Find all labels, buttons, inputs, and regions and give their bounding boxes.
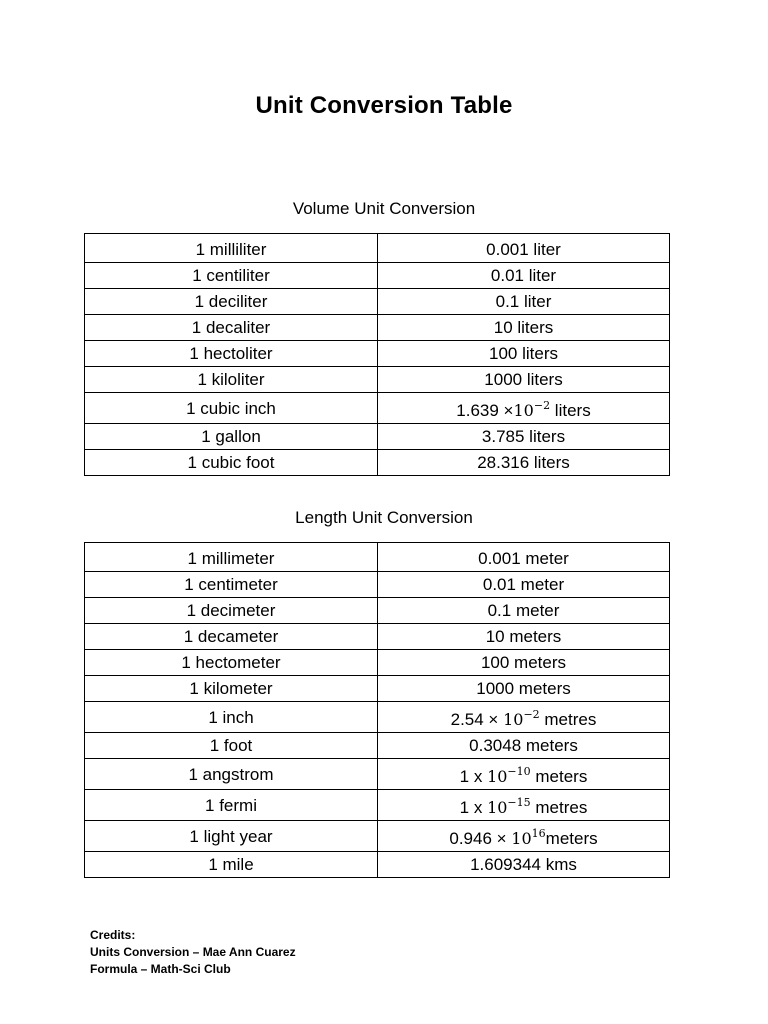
power-exponent: −2 <box>523 708 540 721</box>
length-conversion-table <box>84 542 670 878</box>
from-unit-cell: 1 centiliter <box>85 263 378 289</box>
table-row <box>85 315 670 341</box>
power-exponent: 16 <box>531 827 546 840</box>
power-base: 10 <box>511 829 532 848</box>
credits-line: Formula – Math-Sci Club <box>90 962 231 976</box>
power-base: 10 <box>487 798 508 817</box>
table-row <box>85 790 670 821</box>
from-unit-cell: 1 inch <box>85 702 378 733</box>
to-value-cell <box>378 821 670 852</box>
from-unit-cell: 1 decimeter <box>85 598 378 624</box>
volume-table-caption: Volume Unit Conversion <box>292 199 476 218</box>
volume-conversion-table <box>84 233 670 476</box>
table-row <box>85 367 670 393</box>
to-value-cell: 100 liters <box>378 341 670 367</box>
from-unit-cell: 1 hectometer <box>85 650 378 676</box>
table-row <box>85 624 670 650</box>
value-prefix: 1 x <box>459 767 488 786</box>
to-value-cell: 0.1 meter <box>378 598 670 624</box>
table-row <box>85 289 670 315</box>
from-unit-cell: 1 foot <box>85 733 378 759</box>
power-exponent: −15 <box>507 796 531 809</box>
table-row <box>85 852 670 878</box>
value-unit: liters <box>550 401 591 420</box>
from-unit-cell: 1 kilometer <box>85 676 378 702</box>
table-row <box>85 733 670 759</box>
value-unit: metres <box>539 710 597 729</box>
to-value-cell: 28.316 liters <box>378 450 670 476</box>
table-row <box>85 543 670 572</box>
from-unit-cell: 1 centimeter <box>85 572 378 598</box>
from-unit-cell: 1 light year <box>85 821 378 852</box>
to-value-cell <box>378 393 670 424</box>
from-unit-cell: 1 decameter <box>85 624 378 650</box>
page-title: Unit Conversion Table <box>255 92 513 119</box>
credits-heading: Credits: <box>90 928 136 942</box>
value-unit: meters <box>530 767 588 786</box>
from-unit-cell: 1 milliliter <box>85 234 378 263</box>
from-unit-cell: 1 gallon <box>85 424 378 450</box>
credits-line: Units Conversion – Mae Ann Cuarez <box>90 945 296 959</box>
from-unit-cell: 1 deciliter <box>85 289 378 315</box>
from-unit-cell: 1 hectoliter <box>85 341 378 367</box>
table-row <box>85 263 670 289</box>
power-exponent: −10 <box>507 765 531 778</box>
to-value-cell: 0.01 meter <box>378 572 670 598</box>
credits-block <box>90 927 296 978</box>
to-value-cell <box>378 790 670 821</box>
power-base: 10 <box>513 401 534 420</box>
from-unit-cell: 1 millimeter <box>85 543 378 572</box>
power-base: 10 <box>503 710 524 729</box>
length-table-caption: Length Unit Conversion <box>295 508 473 527</box>
table-row <box>85 676 670 702</box>
to-value-cell: 0.001 liter <box>378 234 670 263</box>
to-value-cell: 10 liters <box>378 315 670 341</box>
to-value-cell <box>378 759 670 790</box>
power-exponent: −2 <box>533 399 551 412</box>
to-value-cell: 1.609344 kms <box>378 852 670 878</box>
to-value-cell: 3.785 liters <box>378 424 670 450</box>
to-value-cell: 100 meters <box>378 650 670 676</box>
table-row <box>85 234 670 263</box>
table-row <box>85 424 670 450</box>
to-value-cell: 0.01 liter <box>378 263 670 289</box>
to-value-cell: 0.3048 meters <box>378 733 670 759</box>
from-unit-cell: 1 cubic foot <box>85 450 378 476</box>
scientific-notation <box>503 710 540 729</box>
value-unit: meters <box>545 829 598 848</box>
to-value-cell <box>378 702 670 733</box>
scientific-notation <box>487 798 531 817</box>
value-prefix: 0.946 × <box>449 829 512 848</box>
power-base: 10 <box>487 767 508 786</box>
table-row <box>85 450 670 476</box>
scientific-notation <box>511 829 545 848</box>
table-row <box>85 572 670 598</box>
table-row <box>85 650 670 676</box>
to-value-cell: 10 meters <box>378 624 670 650</box>
scientific-notation <box>487 767 531 786</box>
table-row <box>85 759 670 790</box>
value-prefix: 2.54 × <box>450 710 504 729</box>
to-value-cell: 1000 liters <box>378 367 670 393</box>
table-row <box>85 598 670 624</box>
table-row <box>85 341 670 367</box>
scientific-notation <box>514 401 551 420</box>
table-row <box>85 393 670 424</box>
from-unit-cell: 1 decaliter <box>85 315 378 341</box>
from-unit-cell: 1 cubic inch <box>85 393 378 424</box>
from-unit-cell: 1 mile <box>85 852 378 878</box>
value-prefix: 1.639 × <box>456 401 514 420</box>
table-row <box>85 821 670 852</box>
to-value-cell: 0.1 liter <box>378 289 670 315</box>
to-value-cell: 0.001 meter <box>378 543 670 572</box>
value-unit: metres <box>530 798 588 817</box>
to-value-cell: 1000 meters <box>378 676 670 702</box>
from-unit-cell: 1 fermi <box>85 790 378 821</box>
from-unit-cell: 1 angstrom <box>85 759 378 790</box>
value-prefix: 1 x <box>459 798 488 817</box>
table-row <box>85 702 670 733</box>
from-unit-cell: 1 kiloliter <box>85 367 378 393</box>
